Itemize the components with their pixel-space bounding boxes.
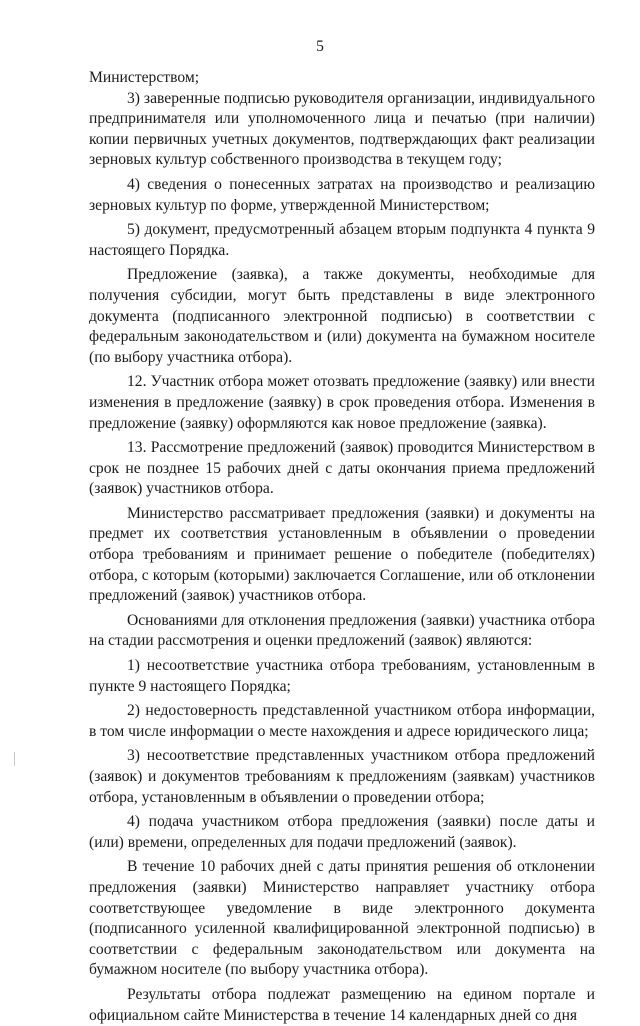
paragraph-submission-form: Предложение (заявка), а также документы, необходимые для получения субсидии, могут быть представлены в виде электронного документа (подписанного электронной подписью) в соответствии с федеральным законодательством и (или) документа на бумажном носителе (по выбору участника отбора). xyxy=(89,266,595,366)
paragraph-clause-12: 12. Участник отбора может отозвать предложение (заявку) или внести изменения в предложение (заявку) в срок проведения отбора. Изменения в предложение (заявку) оформляются как новое предложение (заявка). xyxy=(89,373,595,432)
list-item-3-certified-copies: 3) заверенные подписью руководителя организации, индивидуального предпринимателя или уполномоченного лица и печатью (при наличии) копии первичных учетных документов, подтверждающих факт реализации зерновых культур собственного производства в текущем году; xyxy=(89,89,595,169)
list-item-5-document: 5) документ, предусмотренный абзацем вторым подпункта 4 пункта 9 настоящего Порядка. xyxy=(89,221,595,259)
paragraph-clause-13: 13. Рассмотрение предложений (заявок) проводится Министерством в срок не позднее 15 рабочих дней с даты окончания приема предложений (заявок) участников отбора. xyxy=(89,439,595,498)
rejection-ground-2: 2) недостоверность представленной участником отбора информации, в том числе информации о месте нахождения и адресе юридического лица; xyxy=(89,702,595,740)
paragraph-results-publication: Результаты отбора подлежат размещению на едином портале и официальном сайте Министерства в течение 14 календарных дней со дня xyxy=(89,985,595,1024)
rejection-ground-1: 1) несоответствие участника отбора требованиям, установленным в пункте 9 настоящего Порядка; xyxy=(89,657,595,695)
scan-margin-mark xyxy=(14,752,15,766)
rejection-ground-4: 4) подача участником отбора предложения (заявки) после даты и (или) времени, определенных для подачи предложений (заявок). xyxy=(89,813,595,851)
paragraph-continuation: Министерством; xyxy=(89,69,200,86)
page-number: 5 xyxy=(316,38,324,55)
document-body xyxy=(89,68,595,1026)
paragraph-rejection-grounds: Основаниями для отклонения предложения (заявки) участника отбора на стадии рассмотрения и оценки предложений (заявок) являются: xyxy=(89,611,595,650)
rejection-ground-3: 3) несоответствие представленных участником отбора предложений (заявок) и документов требованиям к предложениям (заявкам) участников отбора, установленным в объявлении о проведении отбора; xyxy=(89,747,595,806)
list-item-4-cost-information: 4) сведения о понесенных затратах на производство и реализацию зерновых культур по форме, утвержденной Министерством; xyxy=(89,175,595,214)
paragraph-rejection-notice: В течение 10 рабочих дней с даты принятия решения об отклонении предложения (заявки) Министерство направляет участнику отбора соответствующее уведомление в виде электронного документа (подписанного усиленной квалифицированной электронной подписью) в соответствии с федеральным законодательством или документа на бумажном носителе (по выбору участника отбора). xyxy=(89,858,595,979)
paragraph-ministry-review: Министерство рассматривает предложения (заявки) и документы на предмет их соответствия установленным в объявлении о проведении отбора требованиям и принимает решение о победителе (победителях) отбора, с которым (которыми) заключается Соглашение, или об отклонении предложений (заявок) участников отбора. xyxy=(89,504,595,605)
